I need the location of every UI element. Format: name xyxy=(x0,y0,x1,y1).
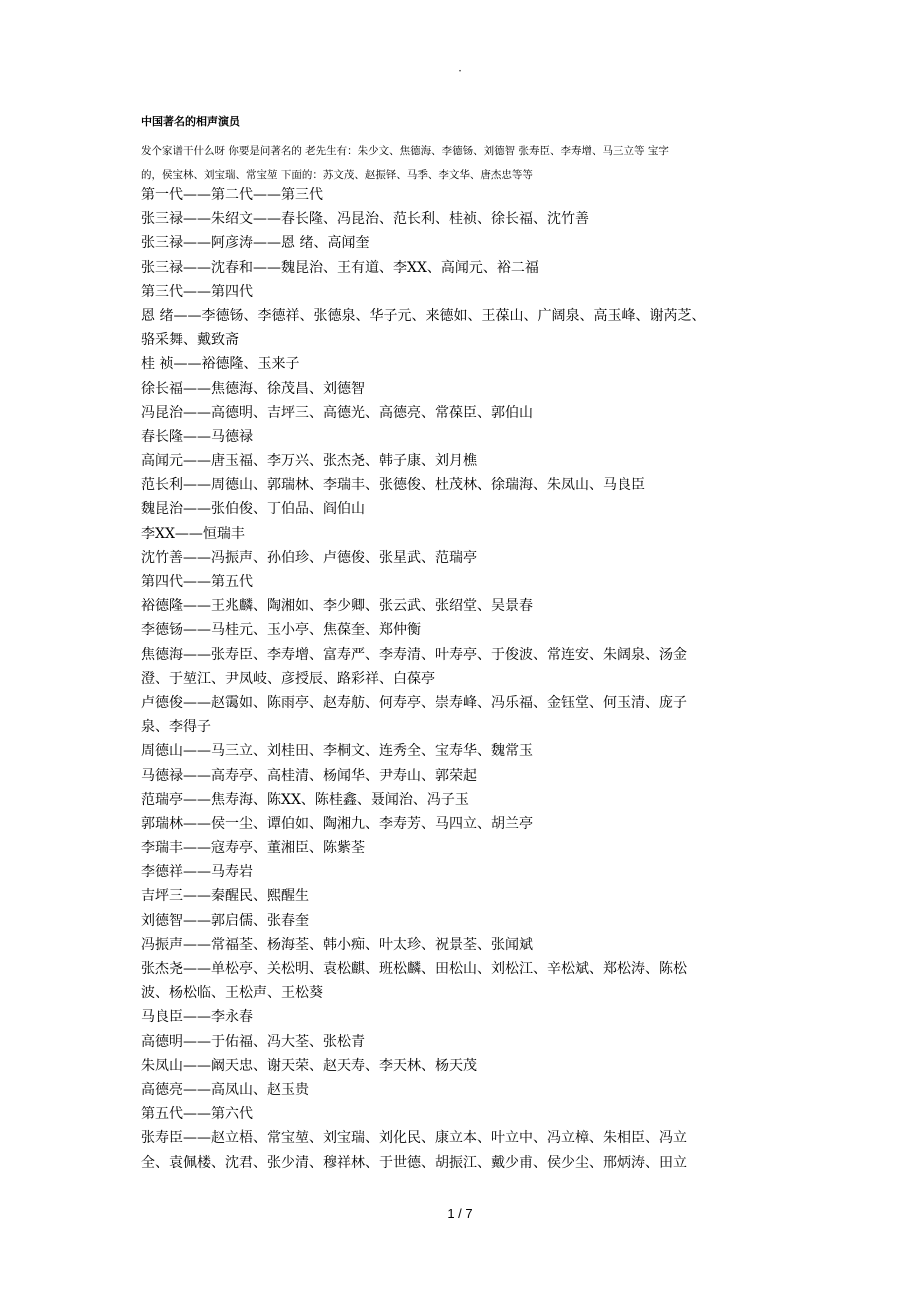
lineage-line: 第四代——第五代 xyxy=(141,574,253,590)
lineage-line: 魏昆治——张伯俊、丁伯品、阎伯山 xyxy=(141,501,365,518)
lineage-line: 第三代——第四代 xyxy=(141,283,253,300)
intro-line: 的，侯宝林、刘宝瑞、常宝堃 下面的：苏文茂、赵振铎、马季、李文华、唐杰忠等等 xyxy=(141,169,533,181)
lineage-line: 范瑞亭——焦寿海、陈XX、陈桂鑫、聂闻治、冯子玉 xyxy=(141,791,469,808)
lineage-line: 骆采舞、戴致斋 xyxy=(141,332,239,349)
page-number: 1 / 7 xyxy=(447,1206,473,1221)
lineage-line: 李瑞丰——寇寿亭、董湘臣、陈紫荃 xyxy=(141,840,365,857)
lineage-line: 高闻元——唐玉福、李万兴、张杰尧、韩子康、刘月樵 xyxy=(141,453,477,470)
lineage-line: 恩 绪——李德钖、李德祥、张德泉、华子元、来德如、王葆山、广阔泉、高玉峰、谢芮芝、 xyxy=(141,307,706,324)
lineage-line: 高德明——于佑福、冯大荃、张松青 xyxy=(141,1033,365,1050)
lineage-line: 高德亮——高凤山、赵玉贵 xyxy=(141,1081,309,1098)
lineage-line: 裕德隆——王兆麟、陶湘如、李少卿、张云武、张绍堂、吴景春 xyxy=(141,598,533,615)
lineage-line: 李德钖——马桂元、玉小亭、焦葆奎、郑仲衡 xyxy=(141,622,421,639)
lineage-line: 徐长福——焦德海、徐茂昌、刘德智 xyxy=(141,380,365,397)
lineage-line: 沈竹善——冯振声、孙伯珍、卢德俊、张星武、范瑞亭 xyxy=(141,549,477,566)
lineage-line: 朱凤山——阚天忠、谢天荣、赵天寿、李天林、杨天茂 xyxy=(141,1057,477,1074)
lineage-line: 焦德海——张寿臣、李寿增、富寿严、李寿清、叶寿亭、于俊波、常连安、朱阔泉、汤金 xyxy=(141,646,687,663)
lineage-line: 李XX——恒瑞丰 xyxy=(141,525,245,542)
lineage-line: 张寿臣——赵立梧、常宝堃、刘宝瑞、刘化民、康立本、叶立中、冯立樟、朱相臣、冯立 xyxy=(141,1130,687,1147)
intro-line: 发个家谱干什么呀 你要是问著名的 老先生有：朱少文、焦德海、李德钖、刘德智 张寿臣、李寿增、马三立等 宝字 xyxy=(141,145,669,157)
lineage-line: 春长隆——马德禄 xyxy=(141,428,253,445)
lineage-line: 马德禄——高寿亭、高桂清、杨闻华、尹寿山、郭荣起 xyxy=(141,767,477,784)
document-title: 中国著名的相声演员 xyxy=(141,115,240,128)
lineage-line: 郭瑞林——侯一尘、谭伯如、陶湘九、李寿芳、马四立、胡兰亭 xyxy=(141,815,533,832)
lineage-line: 张三禄——沈春和——魏昆治、王有道、李XX、高闻元、裕二福 xyxy=(141,259,539,276)
lineage-line: 第一代——第二代——第三代 xyxy=(141,187,323,203)
lineage-line: 冯昆治——高德明、吉坪三、高德光、高德亮、常葆臣、郭伯山 xyxy=(141,404,533,421)
lineage-line: 全、袁佩楼、沈君、张少清、穆祥林、于世德、胡振江、戴少甫、侯少尘、邢炳涛、田立 xyxy=(141,1154,687,1171)
lineage-line: 吉坪三——秦醒民、熙醒生 xyxy=(141,888,309,905)
lineage-line: 桂 祯——裕德隆、玉来子 xyxy=(141,356,300,373)
lineage-line: 周德山——马三立、刘桂田、李桐文、连秀全、宝寿华、魏常玉 xyxy=(141,743,533,760)
lineage-line: 张杰尧——单松亭、关松明、袁松麒、班松麟、田松山、刘松江、辛松斌、郑松涛、陈松 xyxy=(141,961,687,977)
lineage-line: 第五代——第六代 xyxy=(141,1106,253,1123)
lineage-line: 澄、于堃江、尹凤岐、彦授辰、路彩祥、白葆亭 xyxy=(141,670,435,687)
lineage-line: 马良臣——李永春 xyxy=(141,1009,253,1026)
lineage-line: 张三禄——阿彦涛——恩 绪、高闻奎 xyxy=(141,235,370,252)
lineage-list xyxy=(141,183,801,1175)
header-mark: · xyxy=(458,64,462,78)
lineage-line: 刘德智——郭启儒、张春奎 xyxy=(141,912,309,929)
intro-paragraph xyxy=(141,139,801,187)
lineage-line: 波、杨松临、王松声、王松葵 xyxy=(141,985,323,1002)
lineage-line: 张三禄——朱绍文——春长隆、冯昆治、范长利、桂祯、徐长福、沈竹善 xyxy=(141,211,589,228)
lineage-line: 范长利——周德山、郭瑞林、李瑞丰、张德俊、杜茂林、徐瑞海、朱凤山、马良臣 xyxy=(141,477,645,494)
lineage-line: 泉、李得子 xyxy=(141,719,211,736)
lineage-line: 卢德俊——赵霭如、陈雨亭、赵寿舫、何寿亭、崇寿峰、冯乐福、金钰堂、何玉清、庞子 xyxy=(141,694,687,711)
lineage-line: 冯振声——常福荃、杨海荃、韩小痴、叶太珍、祝景荃、张闻斌 xyxy=(141,936,533,953)
lineage-line: 李德祥——马寿岩 xyxy=(141,864,253,881)
